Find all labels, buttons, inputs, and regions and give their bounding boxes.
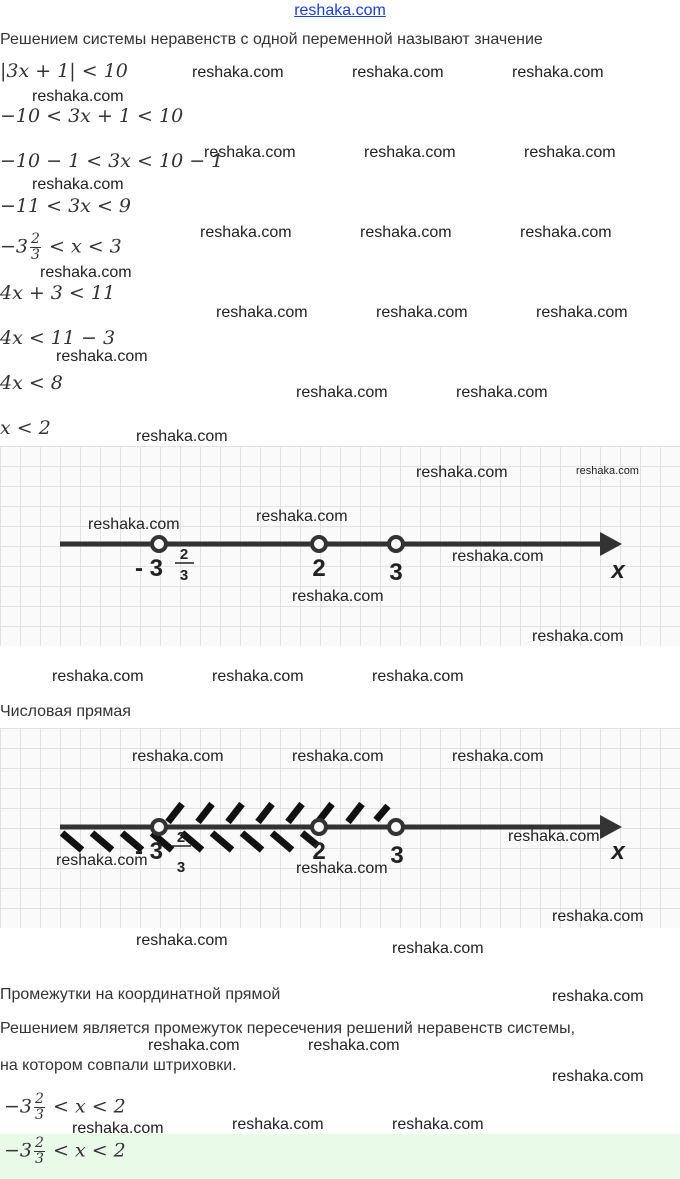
watermark: reshaka.com xyxy=(308,1037,400,1054)
watermark: reshaka.com xyxy=(292,748,384,765)
watermark: reshaka.com xyxy=(552,988,644,1005)
step-5-rest: < x < 3 xyxy=(48,235,122,258)
point-minus-3-2-3 xyxy=(152,537,166,551)
answer-whole: −3 xyxy=(4,1139,33,1162)
result-num: 2 xyxy=(35,1091,44,1107)
watermark: reshaka.com xyxy=(296,860,388,877)
hatching-interval-minus-3-2-3-to-3 xyxy=(168,804,388,822)
step-5-num: 2 xyxy=(31,231,40,247)
label-frac-den: 3 xyxy=(179,567,189,584)
watermark: reshaka.com xyxy=(56,852,148,869)
watermark: reshaka.com xyxy=(352,64,444,81)
step-5-whole: −3 xyxy=(0,235,29,258)
step-6: 4x + 3 < 11 xyxy=(0,282,116,304)
step-7: 4x < 11 − 3 xyxy=(0,327,116,349)
point-2 xyxy=(312,537,326,551)
label-frac-den: 3 xyxy=(176,859,186,876)
result-whole: −3 xyxy=(4,1095,33,1118)
watermark: reshaka.com xyxy=(512,64,604,81)
watermark: reshaka.com xyxy=(148,1037,240,1054)
point-minus-3-2-3 xyxy=(152,820,166,834)
conclusion-line-2: на котором совпали штриховки. xyxy=(0,1057,237,1074)
axis-label-x: x xyxy=(611,557,625,584)
watermark: reshaka.com xyxy=(296,384,388,401)
label-3: 3 xyxy=(390,842,404,869)
conclusion-line-1: Решением является промежуток пересечения решений неравенств системы, xyxy=(0,1020,576,1037)
step-2: −10 < 3x + 1 < 10 xyxy=(0,105,184,127)
watermark: reshaka.com xyxy=(212,668,304,685)
watermark: reshaka.com xyxy=(232,1116,324,1133)
watermark: reshaka.com xyxy=(256,508,348,525)
watermark: reshaka.com xyxy=(536,304,628,321)
watermark: reshaka.com xyxy=(508,828,600,845)
watermark: reshaka.com xyxy=(392,1116,484,1133)
label-frac-num: 2 xyxy=(179,546,189,563)
watermark: reshaka.com xyxy=(56,348,148,365)
axis-arrow xyxy=(600,532,622,556)
result-den: 3 xyxy=(35,1107,44,1123)
label-2: 2 xyxy=(312,838,326,865)
answer-fraction xyxy=(34,1136,45,1167)
caption-intervals: Промежутки на координатной прямой xyxy=(0,986,281,1003)
point-2 xyxy=(312,820,326,834)
answer-rest: < x < 2 xyxy=(52,1139,126,1162)
axis-label-x: x xyxy=(611,838,625,865)
watermark: reshaka.com xyxy=(52,668,144,685)
watermark: reshaka.com xyxy=(32,176,124,193)
step-8: 4x < 8 xyxy=(0,372,63,394)
answer-num: 2 xyxy=(35,1135,44,1151)
watermark: reshaka.com xyxy=(32,88,124,105)
step-4: −11 < 3x < 9 xyxy=(0,195,131,217)
watermark: reshaka.com xyxy=(360,224,452,241)
watermark: reshaka.com xyxy=(216,304,308,321)
label-2: 2 xyxy=(312,555,326,582)
intro-text: Решением системы неравенств с одной переменной называют значение xyxy=(0,31,543,48)
hatching-x-less-2 xyxy=(62,833,318,850)
watermark: reshaka.com xyxy=(552,908,644,925)
watermark: reshaka.com xyxy=(72,1120,164,1137)
watermark: reshaka.com xyxy=(88,516,180,533)
label-frac-num: 2 xyxy=(176,829,186,846)
watermark: reshaka.com xyxy=(200,224,292,241)
axis-arrow-2 xyxy=(600,815,622,839)
answer-den: 3 xyxy=(35,1151,44,1167)
watermark: reshaka.com xyxy=(364,144,456,161)
watermark: reshaka.com xyxy=(552,1068,644,1085)
watermark: reshaka.com xyxy=(292,588,384,605)
step-9: x < 2 xyxy=(0,417,51,439)
watermark: reshaka.com xyxy=(204,144,296,161)
label-3: 3 xyxy=(389,559,403,586)
result-inequality xyxy=(4,1092,126,1123)
watermark: reshaka.com xyxy=(192,64,284,81)
point-3 xyxy=(389,820,403,834)
watermark: reshaka.com xyxy=(136,428,228,445)
watermark: reshaka.com xyxy=(376,304,468,321)
site-link[interactable]: reshaka.com xyxy=(294,2,386,19)
point-3 xyxy=(389,537,403,551)
watermark: reshaka.com xyxy=(520,224,612,241)
watermark: reshaka.com xyxy=(132,748,224,765)
result-fraction xyxy=(34,1092,45,1123)
watermark: reshaka.com xyxy=(452,748,544,765)
watermark: reshaka.com xyxy=(416,464,508,481)
answer-inequality xyxy=(4,1136,126,1167)
label-minus-3: - 3 xyxy=(135,838,164,865)
watermark: reshaka.com xyxy=(452,548,544,565)
step-5-den: 3 xyxy=(31,247,40,263)
watermark: reshaka.com xyxy=(372,668,464,685)
watermark: reshaka.com xyxy=(392,940,484,957)
step-1: |3x + 1| < 10 xyxy=(0,60,128,82)
step-3: −10 − 1 < 3x < 10 − 1 xyxy=(0,150,224,172)
result-rest: < x < 2 xyxy=(52,1095,126,1118)
watermark: reshaka.com xyxy=(40,264,132,281)
watermark: reshaka.com xyxy=(524,144,616,161)
step-5-fraction xyxy=(30,232,41,263)
watermark: reshaka.com xyxy=(456,384,548,401)
watermark: reshaka.com xyxy=(136,932,228,949)
step-5 xyxy=(0,232,122,263)
caption-number-line: Числовая прямая xyxy=(0,703,131,720)
label-minus-3: - 3 xyxy=(135,555,164,582)
watermark: reshaka.com xyxy=(532,628,624,645)
watermark: reshaka.com xyxy=(576,465,639,477)
